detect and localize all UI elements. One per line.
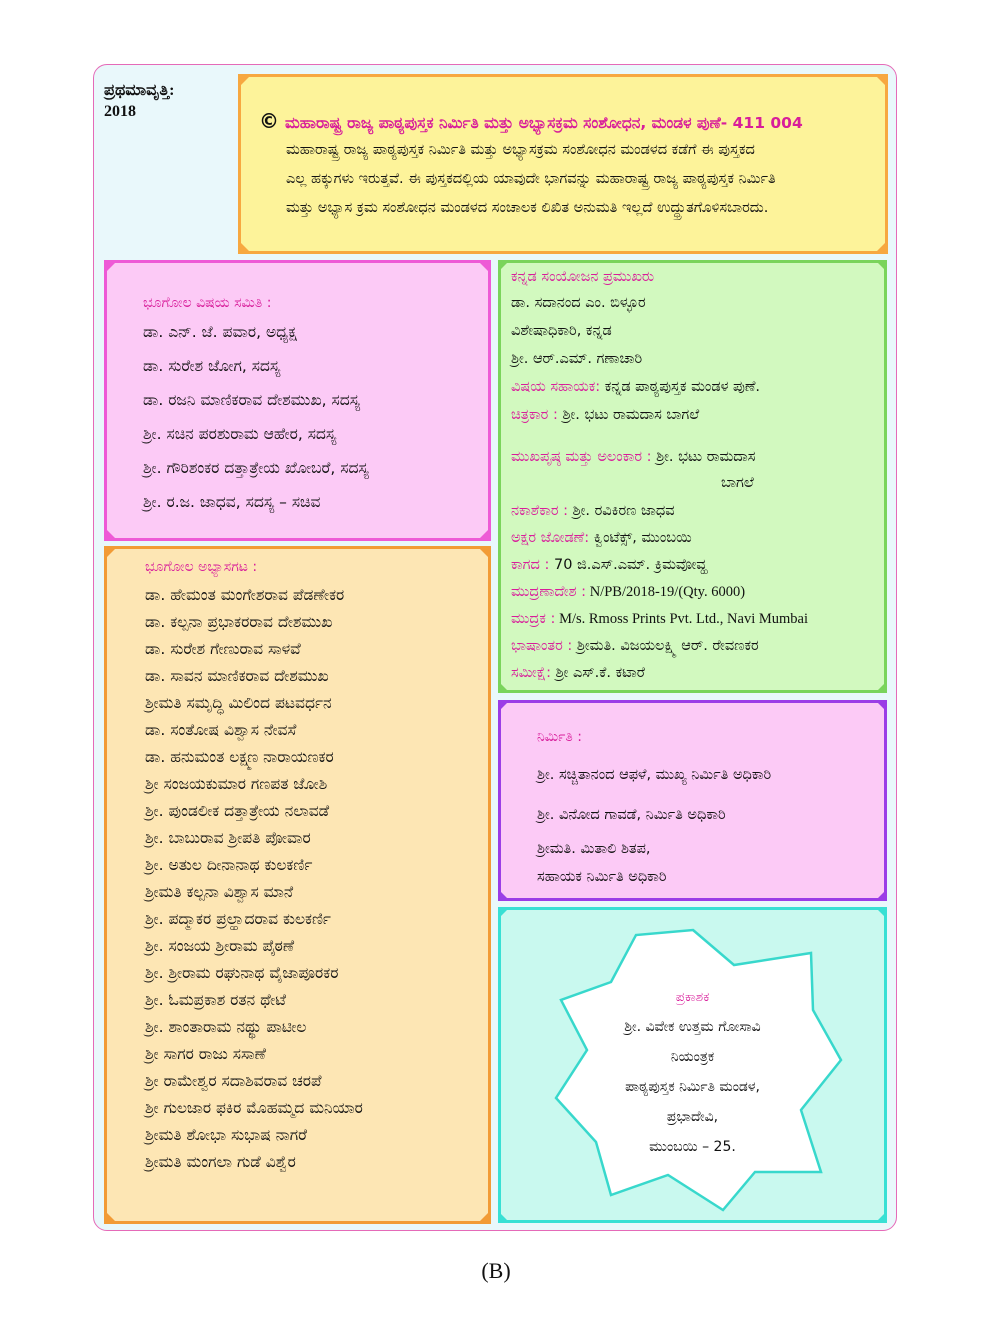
copyright-box: [238, 74, 888, 254]
coordination-value: ಶ್ರೀ ಎಸ್.ಕೆ. ಕಟಾರೆ: [550, 665, 645, 681]
publisher-line: ಪಾಠ್ಯಪುಸ್ತಕ ನಿರ್ಮಿತಿ ಮಂಡಳ,: [625, 1079, 760, 1095]
study-group-member: ಶ್ರೀ. ಬಾಬುರಾವ ಶ್ರೀಪತಿ ಪೋವಾರ: [145, 829, 311, 847]
study-group-member: ಡಾ. ಸಾವನ ಮಾಣಿಕರಾವ ದೇಶಮುಖ: [145, 667, 329, 685]
publisher-line: ಪ್ರಭಾದೇವಿ,: [666, 1109, 719, 1125]
coordination-heading: ಕನ್ನಡ ಸಂಯೋಜನ ಪ್ರಮುಖರು: [511, 269, 655, 285]
study-group-member: ಶ್ರೀ ರಾಮೇಶ್ವರ ಸದಾಶಿವರಾವ ಚರಪೆ: [145, 1072, 322, 1090]
coordination-box: [498, 260, 887, 693]
publisher-box: [498, 907, 887, 1223]
coordination-line: [511, 530, 692, 546]
study-group-member: ಶ್ರೀ ಗುಲಜಾರ ಫಕಿರ ಮೊಹಮ್ಮದ ಮನಿಯಾರ: [145, 1099, 363, 1117]
edition-year: 2018: [104, 103, 136, 120]
study-group-member: ಶ್ರೀ. ಪದ್ಮಾಕರ ಪ್ರಲ್ಹಾದರಾವ ಕುಲಕರ್ಣಿ: [145, 910, 331, 928]
copyright-line: ಮಹಾರಾಷ್ಟ್ರ ರಾಜ್ಯ ಪಾಠ್ಯಪುಸ್ತಕ ನಿರ್ಮಿತಿ ಮತ್ತು ಅಭ್ಯಾಸಕ್ರಮ ಸಂಶೋಧನ ಮಂಡಳದ ಕಡೆಗೆ ಈ ಪುಸ್ತಕದ: [286, 142, 755, 158]
coordination-value: N/PB/2018-19/(Qty. 6000): [586, 584, 746, 600]
publisher-line: ಮುಂಬಯಿ – 25.: [649, 1139, 736, 1155]
production-line: ಶ್ರೀ. ವಿನೋದ ಗಾವಡೆ, ನಿರ್ಮಿತಿ ಅಧಿಕಾರಿ: [537, 807, 726, 823]
copyright-line: ಮತ್ತು ಅಭ್ಯಾಸ ಕ್ರಮ ಸಂಶೋಧನ ಮಂಡಳದ ಸಂಚಾಲಕ ಲಿಖಿತ ಅನುಮತಿ ಇಲ್ಲದೆ ಉದ್ಧ್ರುತಗೊಳಿಸಬಾರದು.: [286, 200, 769, 216]
committee-member: ಡಾ. ಎನ್. ಜೆ. ಪವಾರ, ಅಧ್ಯಕ್ಷ: [143, 323, 297, 341]
edition-info: [104, 80, 175, 122]
study-group-member: ಡಾ. ಸುರೇಶ ಗೇಣುರಾವ ಸಾಳವೆ: [145, 640, 301, 658]
study-group-member: ಶ್ರೀ. ಸಂಜಯ ಶ್ರೀರಾಮ ಪೈಠಣೆ: [145, 937, 295, 955]
coordination-line: [721, 475, 754, 491]
coordination-value: ಡಾ. ಸದಾನಂದ ಎಂ. ಬಿಳ್ಳೂರ: [511, 295, 646, 311]
study-group-member: ಡಾ. ಹನುಮಂತ ಲಕ್ಷ್ಮಣ ನಾರಾಯಣಕರ: [145, 748, 334, 766]
coordination-label: ನಕಾಶೆಕಾರ :: [511, 503, 569, 519]
study-group-member: ಶ್ರೀ. ಓಮಪ್ರಕಾಶ ರತನ ಥೇಟೆ: [145, 991, 286, 1009]
publisher-heading: ಪ್ರಕಾಶಕ: [675, 989, 710, 1005]
study-group-box: [104, 546, 491, 1224]
coordination-label: ಭಾಷಾಂತರ :: [511, 638, 573, 654]
page-label: (B): [481, 1258, 511, 1283]
coordination-value: 70 ಜಿ.ಎಸ್.ಎಮ್. ಕ್ರಿಮವೋವ್ಹ: [549, 557, 708, 573]
coordination-line: [511, 449, 755, 465]
production-box: [498, 700, 887, 901]
coordination-line: [511, 351, 642, 367]
coordination-value: ಕನ್ನಡ ಪಾಠ್ಯಪುಸ್ತಕ ಮಂಡಳ ಪುಣೆ.: [600, 379, 761, 395]
committee-member: ಶ್ರೀ. ರ.ಜ. ಜಾಧವ, ಸದಸ್ಯ – ಸಚಿವ: [143, 493, 321, 511]
study-group-member: ಡಾ. ಹೇಮಂತ ಮಂಗೇಶರಾವ ಪೆಡಣೇಕರ: [145, 586, 345, 604]
study-group-member: ಡಾ. ಸಂತೋಷ ವಿಶ್ವಾಸ ನೇವಸೆ: [145, 721, 297, 739]
production-heading: ನಿರ್ಮಿತಿ :: [537, 729, 583, 745]
coordination-label: ಅಕ್ಷರ ಜೋಡಣೆ:: [511, 530, 590, 546]
coordination-value: ಕ್ವಿಂಟೆಕ್ಸ್, ಮುಂಬಯಿ: [589, 530, 692, 546]
production-line: ಶ್ರೀಮತಿ. ಮಿತಾಲಿ ಶಿತಪ,: [537, 841, 651, 857]
production-line: ಸಹಾಯಕ ನಿರ್ಮಿತಿ ಅಧಿಕಾರಿ: [537, 869, 667, 885]
edition-label: ಪ್ರಥಮಾವೃತ್ತಿ:: [104, 82, 175, 99]
coordination-value: ಶ್ರೀ. ಭಟು ರಾಮದಾಸ: [651, 449, 756, 465]
publisher-line: ಶ್ರೀ. ವಿವೇಕ ಉತ್ತಮ ಗೋಸಾವಿ: [624, 1019, 761, 1035]
coordination-value: ಶ್ರೀ. ಆರ್.ಎಮ್. ಗಣಾಚಾರಿ: [511, 351, 643, 367]
coordination-line: [511, 584, 745, 601]
coordination-value: ಶ್ರೀ. ರವಿಕಿರಣ ಜಾಧವ: [568, 503, 675, 519]
study-group-member: ಡಾ. ಕಲ್ಪನಾ ಪ್ರಭಾಕರರಾವ ದೇಶಮುಖ: [145, 613, 333, 631]
study-group-heading: ಭೂಗೋಲ ಅಭ್ಯಾಸಗಟ :: [145, 559, 258, 575]
coordination-line: [511, 407, 699, 423]
coordination-value: ಶ್ರೀ. ಭಟು ರಾಮದಾಸ ಬಾಗಲೆ: [557, 407, 700, 423]
coordination-label: ಸಮೀಕ್ಷೆ:: [511, 665, 551, 681]
study-group-member: ಶ್ರೀ ಸಂಜಯಕುಮಾರ ಗಣಪತ ಜೋಶಿ: [145, 775, 328, 793]
study-group-member: ಶ್ರೀ ಸಾಗರ ರಾಜು ಸಸಾಣೆ: [145, 1045, 266, 1063]
coordination-line: [511, 611, 808, 628]
copyright-title: [259, 109, 803, 133]
subject-committee-box: [104, 260, 491, 541]
study-group-member: ಶ್ರೀಮತಿ ಸಮೃದ್ಧಿ ಮಿಲಿಂದ ಪಟವರ್ಧನ: [145, 694, 332, 712]
coordination-line: [511, 503, 675, 519]
coordination-line: [511, 638, 759, 654]
coordination-label: ವಿಷಯ ಸಹಾಯಕ:: [511, 379, 601, 395]
coordination-value: ಬಾಗಲೆ: [721, 475, 754, 491]
coordination-line: [511, 295, 646, 311]
committee-member: ಡಾ. ರಜನಿ ಮಾಣಿಕರಾವ ದೇಶಮುಖ, ಸದಸ್ಯ: [143, 391, 361, 409]
coordination-label: ಮುಖಪೃಷ್ಠ ಮತ್ತು ಅಲಂಕಾರ :: [511, 449, 652, 465]
coordination-label: ಚಿತ್ರಕಾರ :: [511, 407, 558, 423]
coordination-line: [511, 379, 760, 395]
coordination-value: ಶ್ರೀಮತಿ. ವಿಜಯಲಕ್ಷ್ಮಿ ಆರ್. ರೇವಣಕರ: [572, 638, 759, 654]
committee-member: ಶ್ರೀ. ಸಚಿನ ಪರಶುರಾಮ ಆಹೇರ, ಸದಸ್ಯ: [143, 425, 337, 443]
study-group-member: ಶ್ರೀಮತಿ ಶೋಭಾ ಸುಭಾಷ ನಾಗರೆ: [145, 1126, 307, 1144]
coordination-label: ಮುದ್ರಕ :: [511, 611, 556, 627]
coordination-value: M/s. Rmoss Prints Pvt. Ltd., Navi Mumbai: [555, 611, 809, 627]
coordination-line: [511, 665, 645, 681]
study-group-member: ಶ್ರೀಮತಿ ಮಂಗಲಾ ಗುಡೆ ವಿಶ್ವೆರ: [145, 1153, 296, 1171]
coordination-label: ಮುದ್ರಣಾದೇಶ :: [511, 584, 587, 600]
committee-member: ಡಾ. ಸುರೇಶ ಜೋಗ, ಸದಸ್ಯ: [143, 357, 281, 375]
study-group-member: ಶ್ರೀ. ಶ್ರೀರಾಮ ರಘುನಾಥ ವೈಜಾಪೂರಕರ: [145, 964, 339, 982]
copyright-title-text: ಮಹಾರಾಷ್ಟ್ರ ರಾಜ್ಯ ಪಾಠ್ಯಪುಸ್ತಕ ನಿರ್ಮಿತಿ ಮತ್ತು ಅಭ್ಯಾಸಕ್ರಮ ಸಂಶೋಧನ, ಮಂಡಳ ಪುಣೆ- 411 004: [285, 114, 803, 132]
study-group-member: ಶ್ರೀಮತಿ ಕಲ್ಪನಾ ವಿಶ್ವಾಸ ಮಾನೆ: [145, 883, 294, 901]
coordination-line: [511, 557, 708, 573]
copyright-line: ಎಲ್ಲ ಹಕ್ಕುಗಳು ಇರುತ್ತವೆ. ಈ ಪುಸ್ತಕದಲ್ಲಿಯ ಯಾವುದೇ ಭಾಗವನ್ನು ಮಹಾರಾಷ್ಟ್ರ ರಾಜ್ಯ ಪಾಠ್ಯಪುಸ್ತಕ ನಿರ್ಮಿತಿ: [286, 171, 776, 187]
copyright-icon: ©: [259, 109, 279, 133]
study-group-member: ಶ್ರೀ. ಅತುಲ ದೀನಾನಾಥ ಕುಲಕರ್ಣಿ: [145, 856, 313, 874]
coordination-line: [511, 323, 612, 339]
coordination-label: ಕಾಗದ :: [511, 557, 550, 573]
coordination-value: ವಿಶೇಷಾಧಿಕಾರಿ, ಕನ್ನಡ: [511, 323, 612, 339]
study-group-member: ಶ್ರೀ. ಪುಂಡಲೀಕ ದತ್ತಾತ್ರೇಯ ನಲಾವಡೆ: [145, 802, 330, 820]
study-group-member: ಶ್ರೀ. ಶಾಂತಾರಾಮ ನಥ್ಥು ಪಾಟೀಲ: [145, 1018, 307, 1036]
committee-heading: ಭೂಗೋಲ ವಿಷಯ ಸಮಿತಿ :: [143, 295, 272, 311]
production-line: ಶ್ರೀ. ಸಚ್ಚಿತಾನಂದ ಆಫಳೆ, ಮುಖ್ಯ ನಿರ್ಮಿತಿ ಅಧಿಕಾರಿ: [537, 767, 772, 783]
publisher-line: ನಿಯಂತ್ರಕ: [670, 1049, 715, 1065]
committee-member: ಶ್ರೀ. ಗೌರಿಶಂಕರ ದತ್ತಾತ್ರೇಯ ಖೋಬರೆ, ಸದಸ್ಯ: [143, 459, 369, 477]
